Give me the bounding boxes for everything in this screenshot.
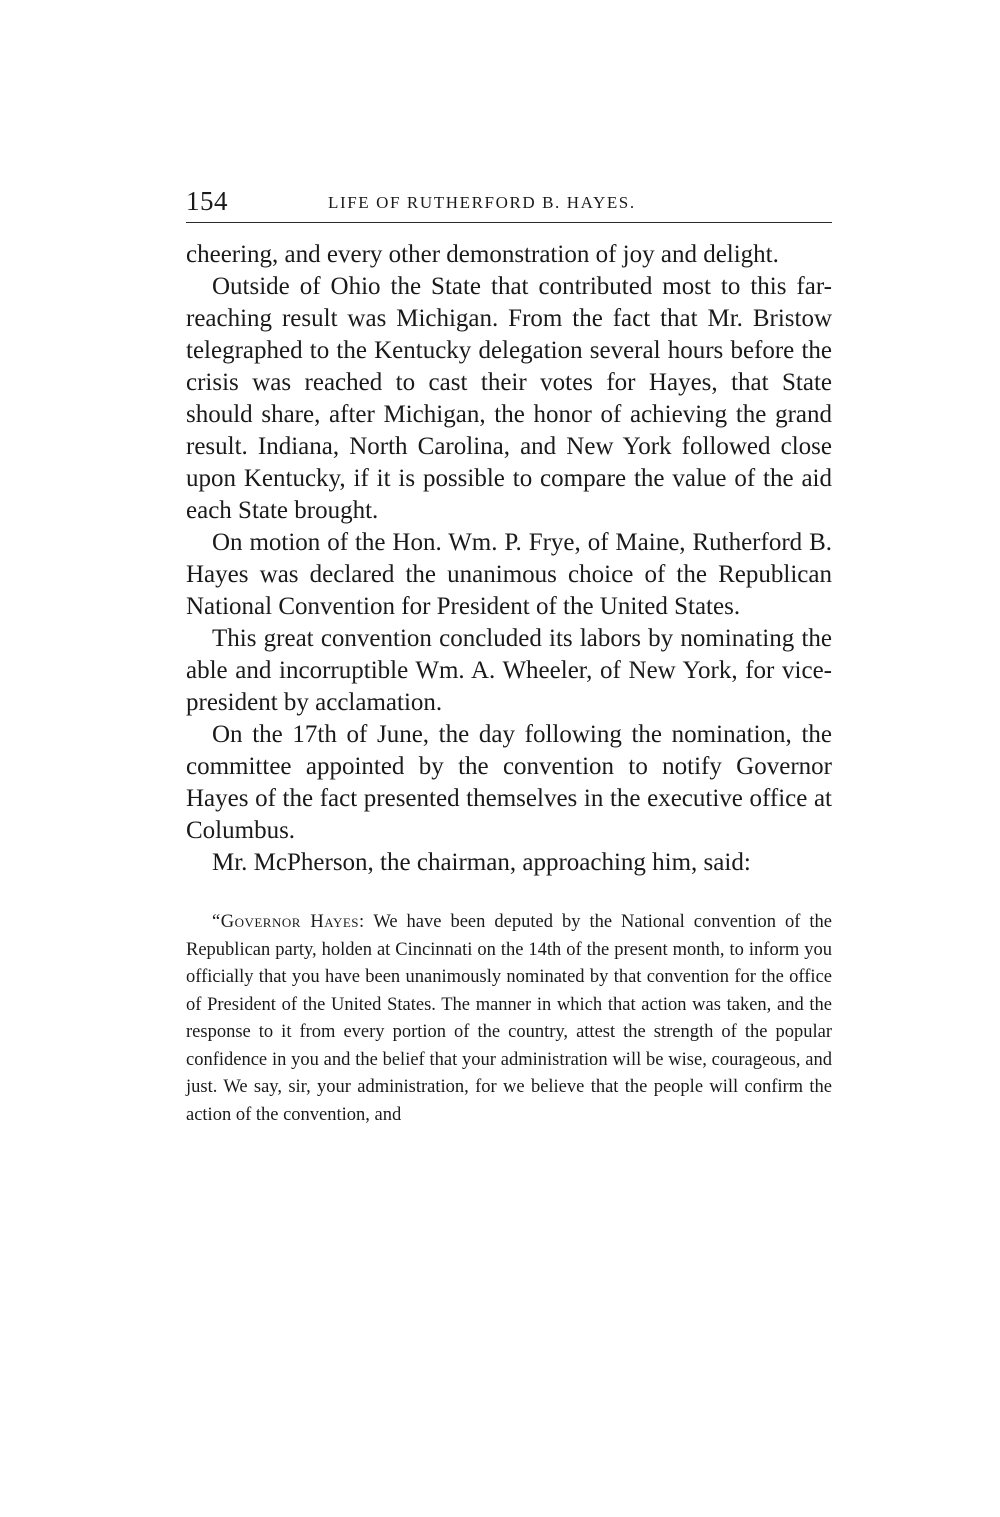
quote-text: We have been deputed by the National convention of the Republican party, holden at Cincinnati on the 14th of the present month, to inform you officially that you have been unanimously nominated by that convention for the office of President of the United States. The manner in which that action was taken, and the response to it from every portion of the country, attest the strength of the popular confidence in you and the belief that your administration will be wise, courageous, and just. We say, sir, your administration, for we believe that the people will confirm the action of the convention, and — [186, 912, 832, 1125]
paragraph-frye-motion: On motion of the Hon. Wm. P. Frye, of Maine, Rutherford B. Hayes was declared the unanimous choice of the Republican National Convention for President of the United States. — [186, 529, 832, 620]
paragraph-mcpherson: Mr. McPherson, the chairman, approaching him, said: — [212, 849, 751, 876]
paragraph-continued: cheering, and every other demonstration of joy and delight. — [186, 241, 779, 268]
running-title: LIFE OF RUTHERFORD B. HAYES. — [328, 193, 636, 212]
page-number: 154 — [186, 186, 228, 216]
paragraph-committee: On the 17th of June, the day following the nomination, the committee appointed by the convention to notify Governor Hayes of the fact presented themselves in the executive office at Columbus. — [186, 721, 832, 844]
paragraph-michigan: Outside of Ohio the State that contributed most to this far-reaching result was Michigan. From the fact that Mr. Bristow telegraphed to the Kentucky delegation several hours before the crisis was reached to cast their votes for Hayes, that State should share, after Michigan, the honor of achieving the grand result. Indiana, North Carolina, and New York followed close upon Kentucky, if it is possible to compare the value of the aid each State brought. — [186, 273, 832, 524]
book-page — [186, 184, 832, 1129]
body-text — [186, 239, 832, 879]
block-quote — [186, 909, 832, 1129]
header-rule — [186, 222, 832, 223]
running-head — [186, 184, 832, 218]
paragraph-wheeler: This great convention concluded its labors by nominating the able and incorruptible Wm. A. Wheeler, of New York, for vice-president by acclamation. — [186, 625, 832, 716]
quote-paragraph — [186, 909, 832, 1129]
quote-salutation: “Governor Hayes: — [212, 912, 365, 932]
